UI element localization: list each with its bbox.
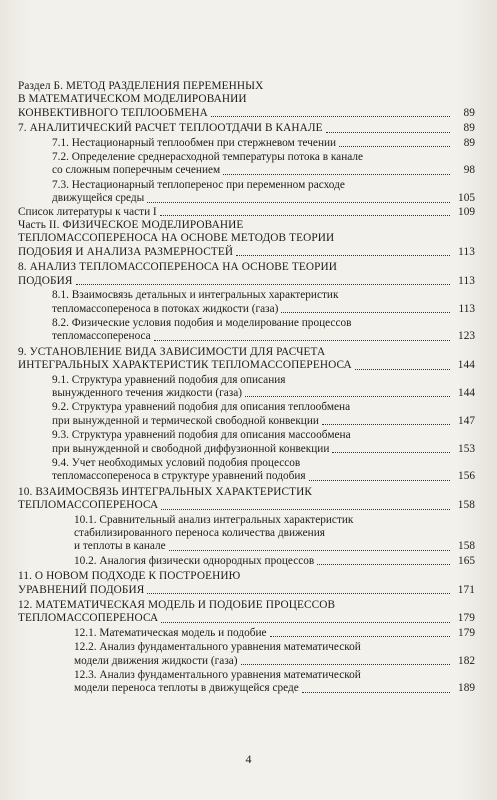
- dot-leader: [302, 692, 450, 693]
- toc-entry-text: 12.2. Анализ фундаментального уравнения математической: [74, 641, 361, 654]
- toc-entry-text: стабилизированного переноса количества движения: [74, 527, 325, 539]
- toc-entry-text: модели движения жидкости (газа): [74, 654, 238, 667]
- toc-entry: [18, 289, 475, 316]
- toc-entry-text: Часть II. ФИЗИЧЕСКОЕ МОДЕЛИРОВАНИЕ: [18, 219, 244, 232]
- dot-leader: [322, 424, 450, 425]
- toc-entry-text: со сложным поперечным сечением: [52, 164, 221, 177]
- toc-entry: [18, 374, 475, 401]
- toc-entry-text: 7.2. Определение среднерасходной температуры потока в канале: [52, 151, 364, 164]
- toc-page-number: 113: [458, 274, 475, 287]
- toc-page-number: 189: [458, 682, 475, 695]
- toc-entry-text: ИНТЕГРАЛЬНЫХ ХАРАКТЕРИСТИК ТЕПЛОМАССОПЕРЕНОСА: [18, 359, 352, 372]
- toc-entry: [18, 137, 475, 150]
- dot-leader: [332, 452, 450, 453]
- dot-leader: [147, 593, 450, 594]
- toc-page-number: 144: [458, 386, 475, 399]
- toc-entry: [18, 570, 475, 597]
- dot-leader: [154, 340, 450, 341]
- dot-leader: [339, 146, 450, 147]
- toc-entry-text: 9. УСТАНОВЛЕНИЕ ВИДА ЗАВИСИМОСТИ ДЛЯ РАСЧЕТА: [18, 345, 326, 358]
- dot-leader: [317, 564, 450, 565]
- toc-entry-text: 10.2. Аналогия физически однородных процессов: [74, 554, 315, 567]
- dot-leader: [160, 215, 450, 216]
- toc-entry-text: 9.2. Структура уравнений подобия для описания теплообмена: [52, 401, 351, 414]
- toc-entry-text: при вынужденной и термической свободной конвекции: [52, 414, 319, 427]
- toc-entry-text: и теплоты в канале: [74, 540, 166, 553]
- toc-entry-text: Список литературы к части I: [18, 205, 157, 218]
- dot-leader: [245, 396, 450, 397]
- toc-entry-text: 12. МАТЕМАТИЧЕСКАЯ МОДЕЛЬ И ПОДОБИЕ ПРОЦЕССОВ: [18, 599, 336, 612]
- toc-entry-text: ПОДОБИЯ И АНАЛИЗА РАЗМЕРНОСТЕЙ: [18, 245, 234, 258]
- toc-page-number: 123: [458, 330, 475, 343]
- dot-leader: [161, 509, 450, 510]
- toc-entry-text: 12.3. Анализ фундаментального уравнения математической: [74, 669, 361, 682]
- toc-page-number: 182: [458, 654, 475, 667]
- dot-leader: [169, 550, 450, 551]
- toc-page-number: 165: [458, 554, 475, 567]
- toc-entry: [18, 219, 475, 259]
- toc-entry-text: УРАВНЕНИЙ ПОДОБИЯ: [18, 583, 145, 596]
- toc-entry-text: 12.1. Математическая модель и подобие: [74, 626, 267, 639]
- toc-page-number: 144: [457, 359, 475, 372]
- toc-entry-text: Раздел Б. МЕТОД РАЗДЕЛЕНИЯ ПЕРЕМЕННЫХ: [18, 80, 264, 92]
- toc-entry-text: 9.4. Учет необходимых условий подобия процессов: [52, 456, 301, 469]
- dot-leader: [309, 480, 450, 481]
- dot-leader: [76, 284, 451, 285]
- toc-page-number: 98: [463, 164, 475, 177]
- dot-leader: [223, 174, 450, 175]
- dot-leader: [270, 636, 450, 637]
- toc-entry-text: 9.3. Структура уравнений подобия для описания массообмена: [52, 429, 351, 442]
- toc-entry-text: модели переноса теплоты в движущейся среде: [74, 682, 299, 695]
- dot-leader: [355, 369, 450, 370]
- toc-entry-text: тепломассопереноса в структуре уравнений подобия: [52, 470, 306, 483]
- toc-entry-text: 8.1. Взаимосвязь детальных и интегральных характеристик: [52, 289, 339, 302]
- toc-entry: [18, 457, 475, 484]
- toc-entry: [18, 206, 475, 219]
- toc-entry: [18, 599, 475, 626]
- toc-entry-text: 7. АНАЛИТИЧЕСКИЙ РАСЧЕТ ТЕПЛООТДАЧИ В КАНАЛЕ: [18, 122, 323, 135]
- toc-entry-text: КОНВЕКТИВНОГО ТЕПЛООБМЕНА: [18, 106, 208, 119]
- dot-leader: [281, 312, 450, 313]
- toc-entry-text: 7.1. Нестационарный теплообмен при стержневом течении: [52, 136, 337, 149]
- toc-entry-text: 8.2. Физические условия подобия и моделирование процессов: [52, 316, 352, 329]
- toc-entry: [18, 641, 475, 668]
- toc-entry-text: движущейся среды: [52, 192, 145, 205]
- toc-entry: [18, 429, 475, 456]
- toc-entry-text: тепломассопереноса в потоках жидкости (газа): [52, 302, 279, 315]
- toc-page-number: 153: [458, 442, 475, 455]
- page-number: 4: [245, 752, 252, 766]
- dot-leader: [161, 622, 450, 623]
- toc-entry-text: 9.1. Структура уравнений подобия для описания: [52, 373, 286, 386]
- toc-page-number: 113: [458, 245, 475, 258]
- toc-entry-text: 8. АНАЛИЗ ТЕПЛОМАССОПЕРЕНОСА НА ОСНОВЕ ТЕОРИИ: [18, 261, 337, 274]
- toc-page-number: 109: [458, 205, 475, 218]
- toc-page-number: 113: [458, 302, 475, 315]
- dot-leader: [236, 255, 450, 256]
- toc-page-number: 158: [458, 540, 475, 553]
- toc-entry-text: В МАТЕМАТИЧЕСКОМ МОДЕЛИРОВАНИИ: [18, 93, 247, 106]
- toc-page-number: 179: [458, 626, 475, 639]
- table-of-contents: [18, 80, 475, 696]
- toc-entry-text: 7.3. Нестационарный теплоперенос при переменном расходе: [52, 178, 345, 191]
- toc-entry: [18, 346, 475, 373]
- toc-page-number: 179: [457, 612, 475, 625]
- toc-page-number: 158: [457, 499, 475, 512]
- toc-entry-text: ПОДОБИЯ: [18, 274, 73, 287]
- toc-entry-text: 11. О НОВОМ ПОДХОДЕ К ПОСТРОЕНИЮ: [18, 570, 241, 583]
- toc-page-number: 89: [463, 136, 475, 149]
- toc-entry-text: 10.1. Сравнительный анализ интегральных характеристик: [74, 513, 354, 526]
- toc-entry: [18, 514, 475, 554]
- toc-page-number: 156: [458, 470, 475, 483]
- toc-entry: [18, 486, 475, 513]
- toc-page-number: 147: [458, 414, 475, 427]
- dot-leader: [211, 116, 450, 117]
- toc-page-number: 89: [463, 122, 475, 135]
- toc-entry: [18, 179, 475, 206]
- dot-leader: [326, 132, 450, 133]
- dot-leader: [147, 202, 450, 203]
- toc-entry: [18, 261, 475, 288]
- toc-entry: [18, 80, 475, 120]
- toc-entry: [18, 627, 475, 640]
- toc-page-number: 89: [463, 106, 475, 119]
- toc-entry: [18, 669, 475, 696]
- toc-entry: [18, 122, 475, 135]
- toc-entry: [18, 151, 475, 178]
- toc-entry: [18, 555, 475, 568]
- toc-entry: [18, 317, 475, 344]
- toc-entry-text: ТЕПЛОМАССОПЕРЕНОСА: [18, 612, 159, 625]
- toc-page-number: 171: [457, 583, 475, 596]
- toc-entry-text: ТЕПЛОМАССОПЕРЕНОСА НА ОСНОВЕ МЕТОДОВ ТЕОРИИ: [18, 232, 335, 245]
- toc-entry-text: 10. ВЗАИМОСВЯЗЬ ИНТЕГРАЛЬНЫХ ХАРАКТЕРИСТИК: [18, 485, 313, 498]
- toc-page-number: 105: [458, 192, 475, 205]
- dot-leader: [241, 664, 450, 665]
- toc-entry-text: вынужденного течения жидкости (газа): [52, 386, 242, 399]
- toc-entry-text: тепломассопереноса: [52, 330, 151, 343]
- toc-entry-text: при вынужденной и свободной диффузионной конвекции: [52, 442, 330, 455]
- toc-entry: [18, 401, 475, 428]
- toc-entry-text: ТЕПЛОМАССОПЕРЕНОСА: [18, 499, 159, 512]
